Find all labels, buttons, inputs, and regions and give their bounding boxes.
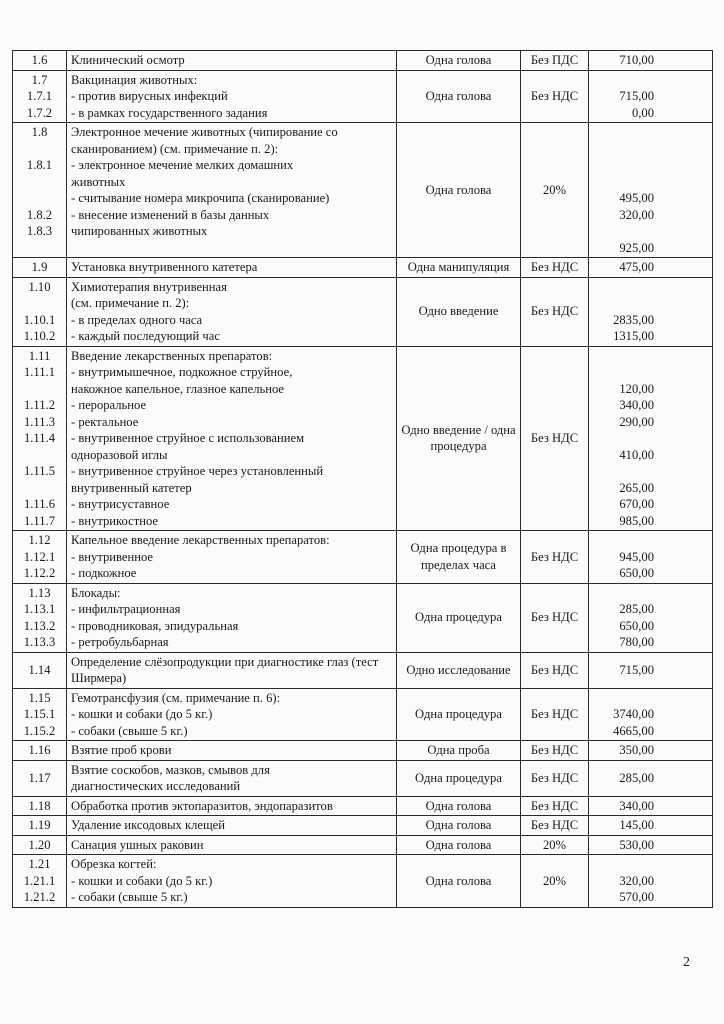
price-value (593, 463, 654, 480)
vat-cell: Без НДС (521, 531, 589, 584)
item-number: 1.10.1 (23, 312, 56, 327)
service-name-line: - кошки и собаки (до 5 кг.) (71, 873, 213, 888)
price-cell (589, 583, 713, 652)
table-row (13, 277, 713, 346)
table-row (13, 835, 713, 855)
service-name-cell (67, 835, 397, 855)
table-row (13, 531, 713, 584)
price-value: 410,00 (619, 447, 654, 462)
price-value: 670,00 (619, 497, 654, 511)
service-name-line: Определение слёзопродукции при диагностике глаз (тест Ширмера) (71, 654, 379, 685)
unit-cell: Одна голова (397, 855, 521, 908)
price-value (593, 430, 654, 447)
price-value: 650,00 (619, 618, 654, 633)
unit-cell: Одно введение / одна процедура (397, 346, 521, 531)
item-number: 1.15 (28, 690, 51, 705)
item-number-cell (13, 258, 67, 278)
price-cell (589, 531, 713, 584)
item-number: 1.15.2 (23, 723, 56, 738)
service-name-line: - кошки и собаки (до 5 кг.) (71, 707, 213, 721)
item-number (17, 141, 62, 158)
item-number: 1.9 (31, 260, 48, 274)
price-value: 715,00 (619, 89, 654, 103)
price-value: 475,00 (619, 260, 654, 274)
item-number-cell (13, 835, 67, 855)
service-name-line: Установка внутривенного катетера (71, 260, 258, 274)
service-name-line: Химиотерапия внутривенная (71, 279, 227, 294)
price-cell (589, 346, 713, 531)
service-name-line: - собаки (свыше 5 кг.) (71, 723, 188, 738)
vat-cell: Без НДС (521, 652, 589, 688)
item-number: 1.8.1 (26, 158, 53, 172)
vat-cell: 20% (521, 835, 589, 855)
price-value: 340,00 (619, 798, 654, 813)
price-value (593, 124, 654, 141)
service-name-line: Обрезка когтей: (71, 857, 157, 871)
service-name-line: - ретробульбарная (71, 635, 169, 649)
vat-cell: 20% (521, 855, 589, 908)
price-value: 985,00 (619, 513, 654, 528)
vat-cell: Без НДС (521, 816, 589, 836)
table-row (13, 258, 713, 278)
service-name-line: (см. примечание п. 2): (71, 296, 190, 310)
price-value: 570,00 (619, 890, 654, 904)
service-name-line: - внесение изменений в базы данных (71, 207, 270, 222)
unit-cell: Одна манипуляция (397, 258, 521, 278)
service-name-cell (67, 688, 397, 741)
unit-cell: Одно исследование (397, 652, 521, 688)
item-number: 1.8 (31, 125, 48, 139)
price-value: 2835,00 (613, 312, 654, 327)
unit-cell: Одна проба (397, 741, 521, 761)
service-name-line: одноразовой иглы (71, 447, 168, 462)
vat-cell: 20% (521, 123, 589, 258)
item-number (17, 447, 62, 464)
price-table (12, 50, 713, 908)
vat-cell: Без НДС (521, 796, 589, 816)
unit-cell: Одна процедура в пределах часа (397, 531, 521, 584)
service-name-cell (67, 70, 397, 123)
price-value: 320,00 (619, 873, 654, 888)
item-number: 1.20 (28, 837, 51, 852)
price-table-body (13, 51, 713, 908)
price-value: 0,00 (631, 105, 654, 120)
price-cell (589, 123, 713, 258)
item-number (17, 240, 62, 257)
item-number: 1.7.2 (26, 105, 53, 120)
price-cell (589, 796, 713, 816)
price-value: 4665,00 (613, 723, 654, 738)
table-row (13, 760, 713, 796)
service-name-line: - считывание номера микрочипа (сканирование) (71, 191, 330, 205)
price-value: 265,00 (619, 480, 654, 495)
item-number: 1.18 (28, 798, 51, 813)
service-name-cell (67, 531, 397, 584)
item-number: 1.13.2 (23, 618, 56, 633)
item-number: 1.14 (28, 662, 51, 677)
service-name-cell (67, 855, 397, 908)
price-cell (589, 741, 713, 761)
item-number-cell (13, 741, 67, 761)
item-number-cell (13, 796, 67, 816)
table-row (13, 346, 713, 531)
service-name-line: - внутривенное струйное через установленный (71, 464, 324, 478)
vat-cell: Без НДС (521, 688, 589, 741)
service-name-cell (67, 583, 397, 652)
item-number: 1.10 (28, 279, 51, 294)
page-number: 2 (683, 955, 690, 970)
price-cell (589, 51, 713, 71)
service-name-line: чипированных животных (71, 224, 208, 238)
price-value: 285,00 (619, 602, 654, 616)
service-name-line: животных (71, 174, 126, 189)
vat-cell: Без НДС (521, 760, 589, 796)
item-number: 1.21 (28, 857, 51, 871)
unit-cell: Одна голова (397, 51, 521, 71)
table-row (13, 741, 713, 761)
item-number: 1.6 (31, 53, 48, 67)
price-value: 710,00 (619, 53, 654, 67)
item-number: 1.17 (28, 770, 51, 785)
item-number: 1.12.2 (23, 566, 56, 580)
service-name-line: Клинический осмотр (71, 53, 185, 67)
service-name-cell (67, 277, 397, 346)
item-number (17, 190, 62, 207)
price-cell (589, 652, 713, 688)
table-row (13, 70, 713, 123)
item-number: 1.11.5 (23, 464, 56, 478)
unit-cell: Одна голова (397, 835, 521, 855)
price-value: 780,00 (619, 635, 654, 649)
item-number: 1.11.7 (23, 513, 56, 528)
service-name-line: - ректальное (71, 414, 139, 429)
service-name-line: диагностических исследований (71, 779, 241, 793)
item-number: 1.10.2 (23, 329, 56, 343)
price-value: 340,00 (619, 398, 654, 412)
item-number-cell (13, 531, 67, 584)
item-number: 1.13.1 (23, 602, 56, 616)
service-name-cell (67, 652, 397, 688)
price-value (593, 295, 654, 312)
service-name-line: Введение лекарственных препаратов: (71, 348, 273, 363)
service-name-line: сканированием) (см. примечание п. 2): (71, 141, 279, 156)
item-number-cell (13, 688, 67, 741)
unit-cell: Одна голова (397, 123, 521, 258)
service-name-line: - в пределах одного часа (71, 312, 203, 327)
service-name-line: - против вирусных инфекций (71, 89, 228, 103)
unit-cell: Одна процедура (397, 583, 521, 652)
table-row (13, 652, 713, 688)
item-number: 1.11.1 (23, 365, 56, 379)
item-number (17, 174, 62, 191)
item-number: 1.11.2 (23, 398, 56, 412)
item-number-cell (13, 123, 67, 258)
service-name-line: - внутривенное (71, 549, 154, 564)
price-value: 715,00 (619, 662, 654, 677)
price-value (593, 364, 654, 381)
price-value (593, 532, 654, 549)
price-cell (589, 760, 713, 796)
price-cell (589, 258, 713, 278)
service-name-line: Санация ушных раковин (71, 837, 204, 852)
service-name-line: - пероральное (71, 398, 147, 412)
unit-cell: Одна голова (397, 70, 521, 123)
price-value (593, 72, 654, 89)
service-name-line: - электронное мечение мелких домашних (71, 158, 294, 172)
price-value (593, 223, 654, 240)
price-value (593, 690, 654, 707)
service-name-cell (67, 741, 397, 761)
price-value (593, 157, 654, 174)
service-name-line: Вакцинация животных: (71, 72, 198, 87)
item-number-cell (13, 855, 67, 908)
price-cell (589, 855, 713, 908)
item-number: 1.13.3 (23, 635, 56, 649)
table-row (13, 816, 713, 836)
price-value: 1315,00 (613, 329, 654, 343)
service-name-cell (67, 796, 397, 816)
item-number: 1.11.6 (23, 497, 56, 511)
price-value: 530,00 (619, 837, 654, 852)
vat-cell: Без НДС (521, 277, 589, 346)
price-value: 120,00 (619, 381, 654, 396)
item-number: 1.16 (28, 743, 51, 757)
service-name-line: Удаление иксодовых клещей (71, 818, 225, 832)
item-number: 1.8.2 (26, 207, 53, 222)
service-name-cell (67, 816, 397, 836)
item-number: 1.7.1 (26, 89, 53, 103)
service-name-line: Капельное введение лекарственных препаратов: (71, 533, 330, 547)
service-name-line: - собаки (свыше 5 кг.) (71, 890, 188, 904)
vat-cell: Без НДС (521, 346, 589, 531)
service-name-line: - инфильтрационная (71, 602, 181, 616)
item-number: 1.11 (28, 348, 51, 363)
service-name-line: Электронное мечение животных (чипирование со (71, 125, 338, 139)
service-name-cell (67, 760, 397, 796)
item-number: 1.12 (28, 533, 51, 547)
service-name-line: накожное капельное, глазное капельное (71, 381, 284, 396)
service-name-line: - внутрисуставное (71, 497, 170, 511)
price-value (593, 174, 654, 191)
item-number: 1.8.3 (26, 224, 53, 238)
service-name-cell (67, 346, 397, 531)
service-name-line: внутривенный катетер (71, 480, 192, 495)
table-row (13, 796, 713, 816)
price-value (593, 348, 654, 365)
service-name-line: - подкожное (71, 566, 137, 580)
unit-cell: Одна голова (397, 816, 521, 836)
price-value: 350,00 (619, 743, 654, 757)
price-value: 495,00 (619, 191, 654, 205)
item-number (17, 381, 62, 398)
service-name-line: Блокады: (71, 585, 121, 600)
service-name-line: Обработка против эктопаразитов, эндопаразитов (71, 798, 333, 813)
item-number (17, 480, 62, 497)
item-number: 1.12.1 (23, 549, 56, 564)
price-value (593, 856, 654, 873)
item-number (17, 295, 62, 312)
item-number-cell (13, 51, 67, 71)
item-number: 1.15.1 (23, 707, 56, 721)
unit-cell: Одна процедура (397, 760, 521, 796)
service-name-cell (67, 123, 397, 258)
item-number: 1.19 (28, 818, 51, 832)
price-cell (589, 688, 713, 741)
price-value: 290,00 (619, 414, 654, 429)
service-name-line: Взятие проб крови (71, 743, 172, 757)
service-name-line: - каждый последующий час (71, 329, 220, 343)
vat-cell: Без НДС (521, 741, 589, 761)
service-name-cell (67, 51, 397, 71)
service-name-line: - в рамках государственного задания (71, 105, 268, 120)
unit-cell: Одна голова (397, 796, 521, 816)
price-value (593, 279, 654, 296)
unit-cell: Одно введение (397, 277, 521, 346)
price-value: 925,00 (619, 240, 654, 255)
price-value (593, 141, 654, 158)
table-row (13, 51, 713, 71)
table-row (13, 583, 713, 652)
service-name-cell (67, 258, 397, 278)
price-value (593, 585, 654, 602)
vat-cell: Без НДС (521, 583, 589, 652)
price-cell (589, 816, 713, 836)
item-number-cell (13, 816, 67, 836)
service-name-line: - внутривенное струйное с использованием (71, 431, 305, 445)
item-number: 1.13 (28, 585, 51, 600)
table-row (13, 688, 713, 741)
price-cell (589, 70, 713, 123)
item-number-cell (13, 760, 67, 796)
item-number-cell (13, 277, 67, 346)
table-row (13, 855, 713, 908)
item-number-cell (13, 583, 67, 652)
price-value: 3740,00 (613, 707, 654, 721)
vat-cell: Без НДС (521, 258, 589, 278)
price-cell (589, 835, 713, 855)
vat-cell: Без НДС (521, 70, 589, 123)
table-row (13, 123, 713, 258)
service-name-line: - проводниковая, эпидуральная (71, 618, 239, 633)
price-value: 320,00 (619, 207, 654, 222)
item-number: 1.21.2 (23, 890, 56, 904)
price-value: 945,00 (619, 549, 654, 564)
price-value: 145,00 (619, 818, 654, 832)
price-value: 285,00 (619, 770, 654, 785)
service-name-line: - внутрикостное (71, 513, 158, 528)
service-name-line: Гемотрансфузия (см. примечание п. 6): (71, 690, 281, 705)
item-number-cell (13, 346, 67, 531)
item-number-cell (13, 70, 67, 123)
price-value: 650,00 (619, 566, 654, 580)
price-cell (589, 277, 713, 346)
unit-cell: Одна процедура (397, 688, 521, 741)
service-name-line: - внутримышечное, подкожное струйное, (71, 365, 293, 379)
item-number: 1.11.3 (23, 414, 56, 429)
item-number: 1.7 (31, 72, 48, 87)
item-number: 1.21.1 (23, 873, 56, 888)
item-number: 1.11.4 (23, 431, 56, 445)
vat-cell: Без ПДС (521, 51, 589, 71)
service-name-line: Взятие соскобов, мазков, смывов для (71, 762, 270, 777)
item-number-cell (13, 652, 67, 688)
